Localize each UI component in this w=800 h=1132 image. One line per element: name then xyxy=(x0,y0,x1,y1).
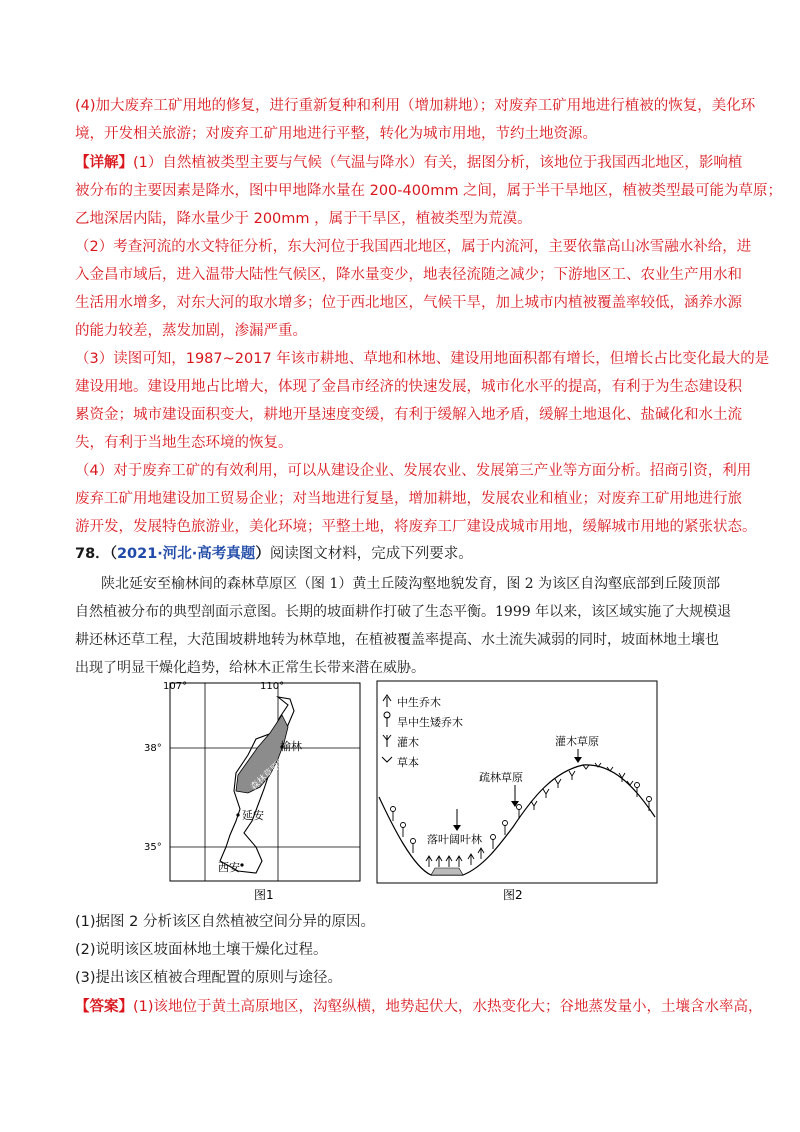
detail-4-line-2: 废弃工矿用地建设加工贸易企业；对当地进行复垦，增加耕地，发展农业和植业；对废弃工矿用地进行旅 xyxy=(75,491,742,507)
figure-1-map xyxy=(144,675,365,905)
answer-tag-open: 【 xyxy=(75,999,90,1015)
label-sparse-forest-steppe: 疏林草原 xyxy=(479,771,523,784)
figure-1-caption: 图1 xyxy=(254,888,274,902)
material-line-4: 出现了明显干燥化趋势，给林木正常生长带来潜在威胁。 xyxy=(75,660,425,676)
figure-2-profile xyxy=(373,677,663,907)
answer-item-4-line-1: (4)加大废弃工矿用地的修复，进行重新复种和利用（增加耕地）；对废弃工矿用地进行植被的恢复，美化环 xyxy=(75,98,756,114)
detail-1-line-2: 被分布的主要因素是降水，图中甲地降水量在 200-400mm 之间，属于半干旱地区，植被类型最可能为草原； xyxy=(75,183,783,199)
answer-item-4-line-2: 境，开发相关旅游；对废弃工矿用地进行平整，转化为城市用地，节约土地资源。 xyxy=(75,126,597,142)
question-header xyxy=(75,544,755,564)
label-broadleaf-forest: 落叶阔叶林 xyxy=(427,833,482,846)
material-line-1: 陕北延安至榆林间的森林草原区（图 1）黄土丘陵沟壑地貌发育，图 2 为该区自沟壑底部到丘陵顶部 xyxy=(101,576,721,592)
answer-tag: 答案 xyxy=(89,999,119,1015)
legend-item-3: 灌木 xyxy=(397,736,419,749)
detail-line-1 xyxy=(75,153,755,173)
detail-tag: 详解 xyxy=(89,155,119,171)
sub-question-2: (2)说明该区坡面林地土壤干燥化过程。 xyxy=(75,942,328,958)
detail-2-line-1: （2）考查河流的水文特征分析，东大河位于我国西北地区，属于内流河，主要依靠高山冰雪融水补给，进 xyxy=(75,239,752,255)
sub-question-3: (3)提出该区植被合理配置的原则与途径。 xyxy=(75,970,343,986)
source-paren-open: （ xyxy=(109,546,117,562)
figure-2-caption: 图2 xyxy=(503,888,523,902)
legend-item-4: 草本 xyxy=(397,756,419,769)
material-line-2: 自然植被分布的典型剖面示意图。长期的坡面耕作打破了生态平衡。1999 年以来，该区域实施了大规模退 xyxy=(75,604,732,620)
lon-107-label: 107° xyxy=(163,681,188,692)
question-number: 78． xyxy=(75,546,110,562)
detail-3-line-4: 失，有利于当地生态环境的恢复。 xyxy=(75,435,293,451)
detail-1-line-3: 乙地深居内陆，降水量少于 200mm ，属于干旱区，植被类型为荒漠。 xyxy=(75,211,532,227)
answer-tag-close: 】 xyxy=(118,999,133,1015)
material-line-3: 耕还林还草工程，大范围坡耕地转为林草地，在植被覆盖率提高、水土流失减弱的同时，坡面林地土壤也 xyxy=(75,632,719,648)
detail-3-line-2: 建设用地。建设用地占比增大，体现了金昌市经济的快速发展，城市化水平的提高，有利于为生态建设积 xyxy=(75,379,742,395)
valley-floor xyxy=(431,868,463,875)
question-source-link[interactable]: 2021·河北·高考真题 xyxy=(116,546,256,562)
legend-item-1: 中生乔木 xyxy=(397,696,441,709)
detail-4-line-3: 游开发，发展特色旅游业，美化环境；平整土地，将废弃工厂建设成城市用地，缓解城市用地的紧张状态。 xyxy=(75,519,757,535)
legend-item-2: 旱中生矮乔木 xyxy=(397,716,463,729)
source-paren-close: ） xyxy=(255,546,270,562)
detail-2-line-2: 入金昌市域后，进入温带大陆性气候区，降水量变少，地表径流随之减少；下游地区工、农业生产用水和 xyxy=(75,267,742,283)
detail-2-line-4: 的能力较差，蒸发加剧，渗漏严重。 xyxy=(75,323,307,339)
city-xian: 西安 xyxy=(218,861,240,874)
lat-38-label: 38° xyxy=(144,743,162,754)
city-yanan: 延安 xyxy=(242,809,264,822)
detail-2-line-3: 生活用水增多，对东大河的取水增多；位于西北地区，气候干旱，加上城市内植被覆盖率较低，涵养水源 xyxy=(75,295,742,311)
region-label: 森林草原区 xyxy=(249,755,290,793)
city-yulin: 榆林 xyxy=(280,740,302,753)
detail-tag-close: 】 xyxy=(118,155,133,171)
label-shrub-grassland: 灌木草原 xyxy=(555,735,599,748)
detail-3-line-1: （3）读图可知，1987~2017 年该市耕地、草地和林地、建设用地面积都有增长，但增长占比变化最大的是 xyxy=(75,351,770,367)
detail-3-line-3: 累资金；城市建设面积变大，耕地开垦速度变缓，有利于缓解入地矛盾，缓解土地退化、盐碱化和水土流 xyxy=(75,407,742,423)
answer-text: (1)该地位于黄土高原地区，沟壑纵横，地势起伏大，水热变化大；谷地蒸发量小，土壤含水率高， xyxy=(133,999,763,1015)
question-prompt: 阅读图文材料，完成下列要求。 xyxy=(269,546,473,562)
sub-question-1: (1)据图 2 分析该区自然植被空间分异的原因。 xyxy=(75,914,375,930)
detail-1-line-1-text: (1）自然植被类型主要与气候（气温与降水）有关，据图分析，该地位于我国西北地区，影响植 xyxy=(133,155,743,171)
detail-4-line-1: （4）对于废弃工矿的有效利用，可以从建设企业、发展农业、发展第三产业等方面分析。招商引资，利用 xyxy=(75,463,752,479)
answer-line-1 xyxy=(75,997,763,1017)
lat-35-label: 35° xyxy=(144,842,162,853)
detail-tag-open: 【 xyxy=(75,155,90,171)
lon-110-label: 110° xyxy=(260,681,285,692)
